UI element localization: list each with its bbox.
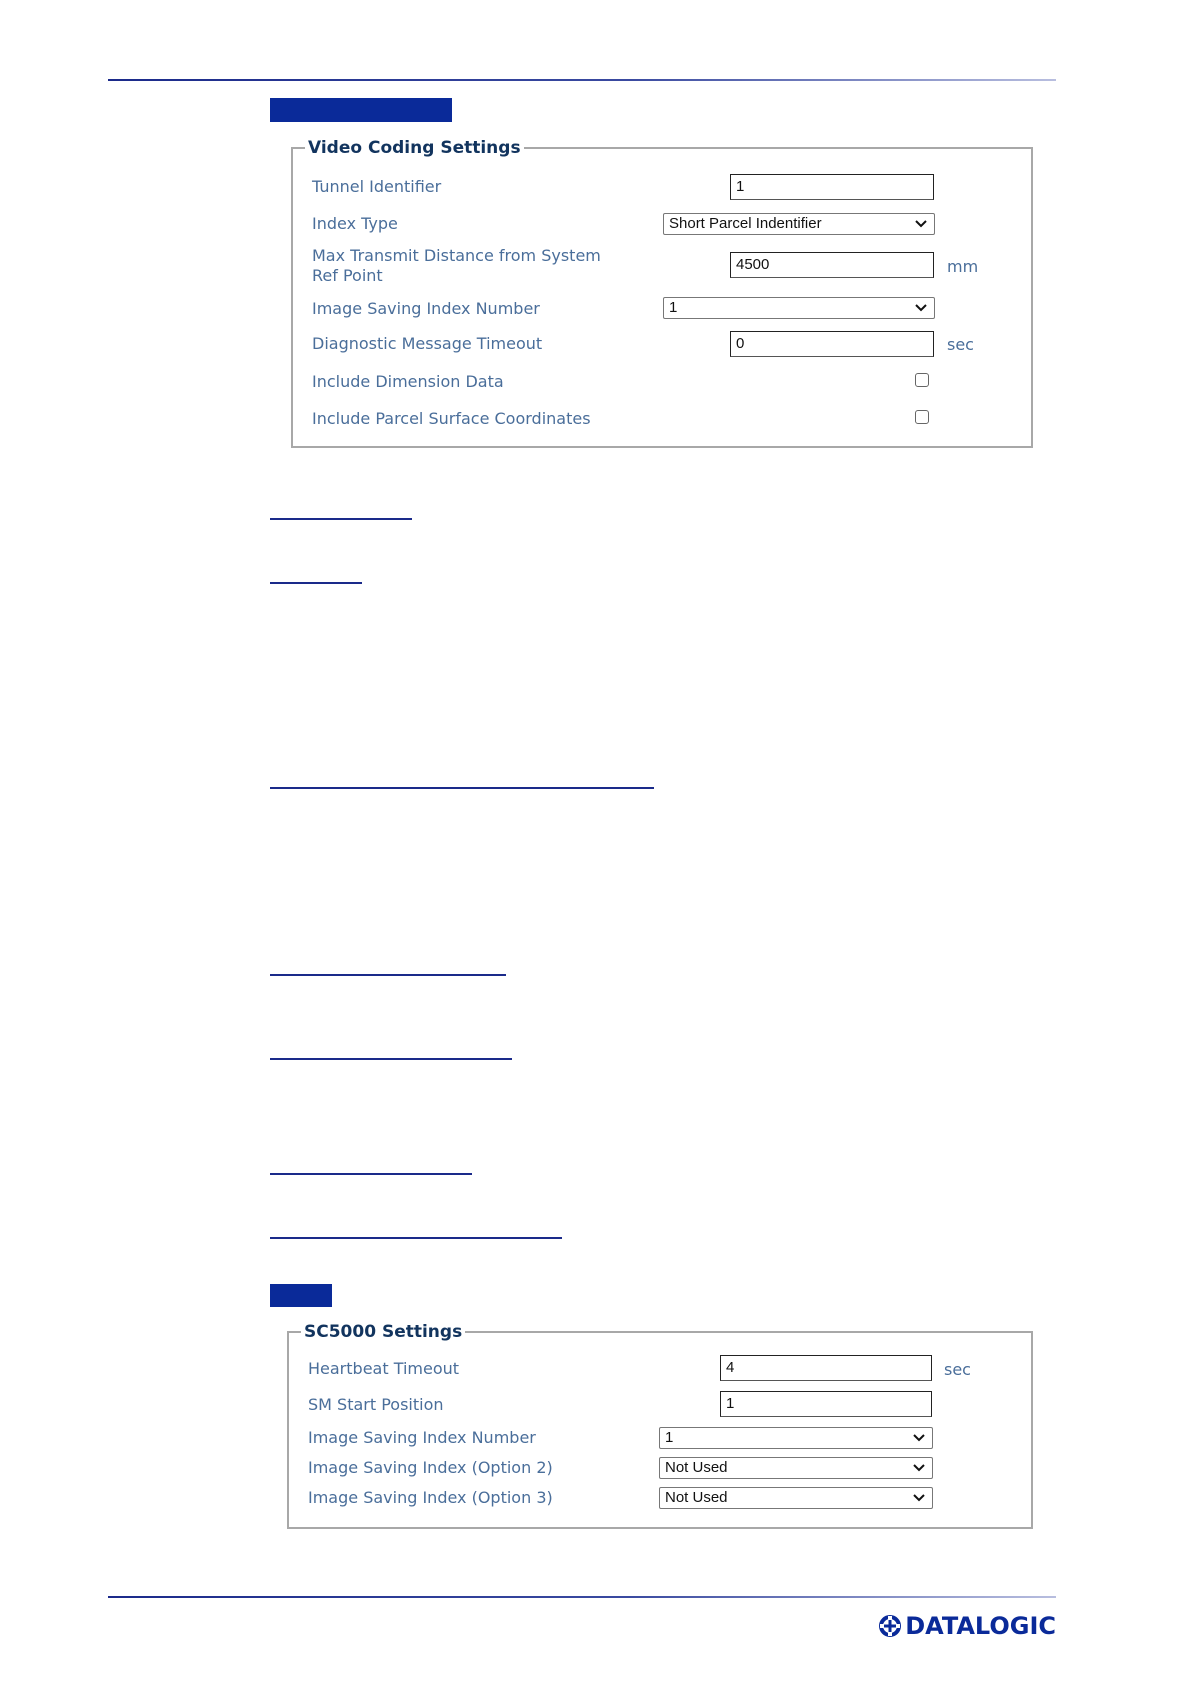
- include-dimension-label: Include Dimension Data: [312, 372, 504, 391]
- heartbeat-input[interactable]: 4: [720, 1355, 932, 1381]
- section-heading-bar: [270, 98, 452, 122]
- underline-heading-6: [270, 1173, 472, 1175]
- diag-timeout-unit: sec: [947, 335, 974, 354]
- image-saving-opt2-label: Image Saving Index (Option 2): [308, 1458, 553, 1477]
- panel-legend: Video Coding Settings: [308, 138, 521, 158]
- underline-heading-3: [270, 787, 654, 789]
- sc-image-saving-index-select[interactable]: [659, 1427, 933, 1449]
- max-transmit-label: [312, 246, 601, 286]
- footer-rule: [108, 1596, 1056, 1598]
- underline-heading-4: [270, 974, 506, 976]
- heartbeat-label: Heartbeat Timeout: [308, 1359, 460, 1378]
- section-heading-bar-small: [270, 1284, 332, 1307]
- diag-timeout-label: Diagnostic Message Timeout: [312, 334, 543, 353]
- sc-image-saving-index-label: Image Saving Index Number: [308, 1428, 536, 1447]
- include-surface-label: Include Parcel Surface Coordinates: [312, 409, 591, 428]
- index-type-value: Short Parcel Indentifier: [669, 215, 822, 232]
- datalogic-mark-icon: [879, 1615, 901, 1637]
- diag-timeout-input[interactable]: 0: [730, 331, 934, 357]
- sm-start-input[interactable]: 1: [720, 1391, 932, 1417]
- underline-heading-5: [270, 1058, 512, 1060]
- underline-heading-7: [270, 1237, 562, 1239]
- chevron-down-icon: [912, 1462, 926, 1474]
- max-transmit-label-line1: Max Transmit Distance from System: [312, 246, 601, 265]
- image-saving-opt3-value: Not Used: [665, 1489, 728, 1506]
- max-transmit-label-line2: Ref Point: [312, 266, 383, 285]
- image-saving-opt3-select[interactable]: [659, 1487, 933, 1509]
- brand-name: DATALOGIC: [905, 1612, 1056, 1640]
- image-saving-index-value: 1: [669, 299, 678, 316]
- datalogic-logo: [879, 1611, 1056, 1641]
- image-saving-opt2-value: Not Used: [665, 1459, 728, 1476]
- image-saving-opt2-select[interactable]: [659, 1457, 933, 1479]
- header-rule: [108, 79, 1056, 81]
- tunnel-identifier-input[interactable]: 1: [730, 174, 934, 200]
- tunnel-identifier-label: Tunnel Identifier: [312, 177, 442, 196]
- max-transmit-unit: mm: [947, 257, 979, 276]
- include-surface-checkbox[interactable]: [915, 410, 929, 424]
- chevron-down-icon: [912, 1492, 926, 1504]
- sc-image-saving-index-value: 1: [665, 1429, 674, 1446]
- image-saving-index-label: Image Saving Index Number: [312, 299, 540, 318]
- heartbeat-unit: sec: [944, 1360, 971, 1379]
- chevron-down-icon: [914, 218, 928, 230]
- panel-legend: SC5000 Settings: [304, 1322, 463, 1342]
- index-type-select[interactable]: [663, 213, 935, 235]
- underline-heading-1: [270, 518, 412, 520]
- index-type-label: Index Type: [312, 214, 398, 233]
- image-saving-opt3-label: Image Saving Index (Option 3): [308, 1488, 553, 1507]
- image-saving-index-select[interactable]: [663, 297, 935, 319]
- chevron-down-icon: [912, 1432, 926, 1444]
- underline-heading-2: [270, 582, 362, 584]
- sm-start-label: SM Start Position: [308, 1395, 444, 1414]
- chevron-down-icon: [914, 302, 928, 314]
- max-transmit-input[interactable]: 4500: [730, 252, 934, 278]
- include-dimension-checkbox[interactable]: [915, 373, 929, 387]
